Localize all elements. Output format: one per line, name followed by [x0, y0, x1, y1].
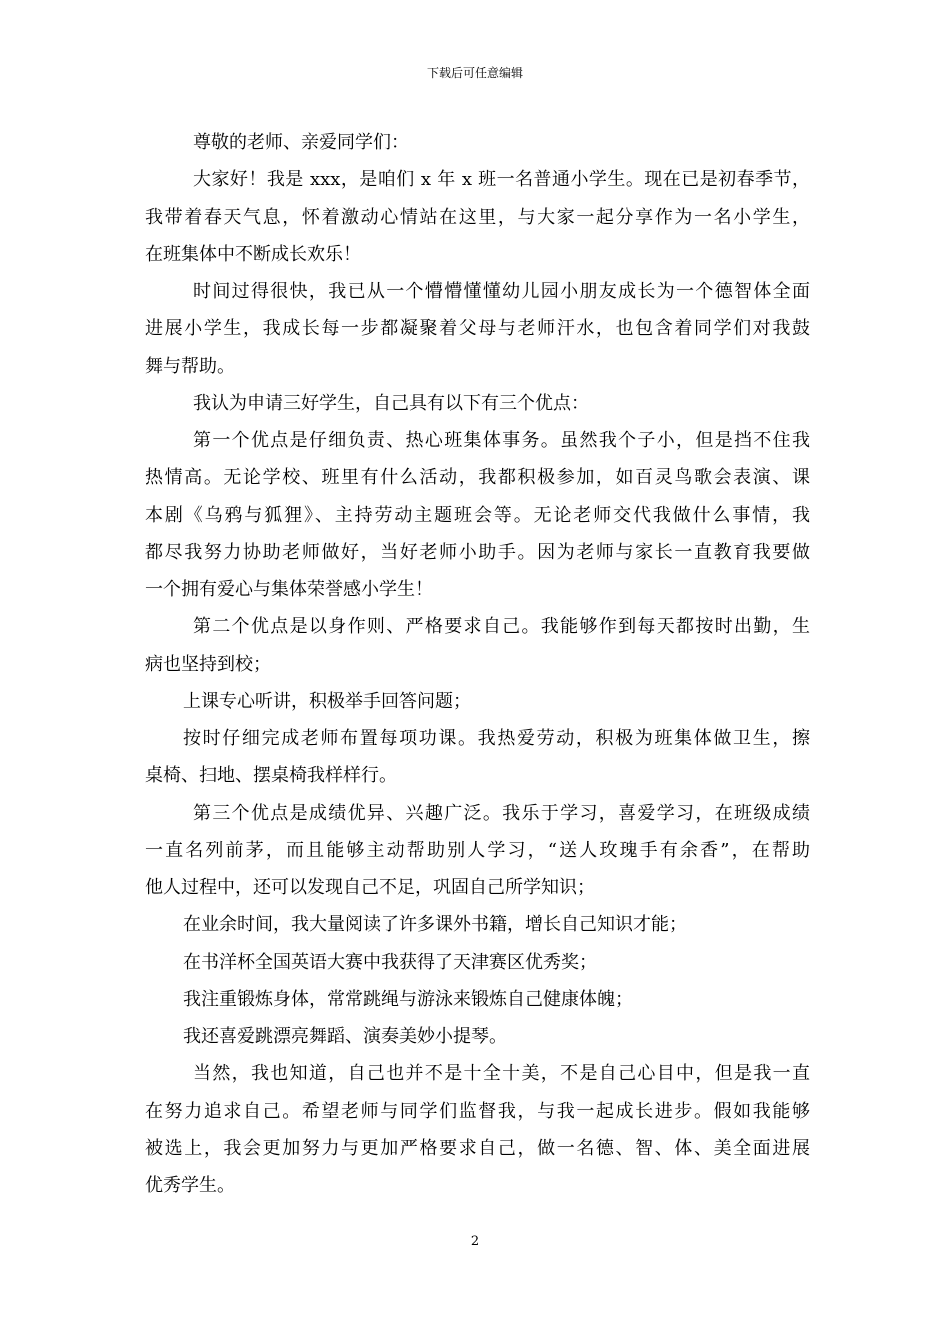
- text-line: 在书洋杯全国英语大赛中我获得了天津赛区优秀奖；: [183, 951, 597, 973]
- text-line: 上课专心听讲，积极举手回答问题；: [183, 690, 471, 712]
- text-line: 按时仔细完成老师布置每项功课。我热爱劳动，积极为班集体做卫生，擦: [183, 728, 810, 749]
- text-line: 大家好！我是 xxx，是咱们 x 年 x 班一名普通小学生。现在已是初春季节，: [193, 169, 810, 191]
- text-line: 在业余时间，我大量阅读了许多课外书籍，增长自己知识才能；: [183, 914, 687, 936]
- text-line: 我认为申请三好学生，自己具有以下有三个优点：: [193, 392, 589, 414]
- salutation-line: 尊敬的老师、亲爱同学们：: [193, 132, 409, 153]
- text-line: 一个拥有爱心与集体荣誉感小学生！: [145, 579, 433, 600]
- text-line: 本剧《乌鸦与狐狸》、主持劳动主题班会等。无论老师交代我做什么事情，我: [145, 504, 810, 526]
- text-line: 桌椅、扫地、摆桌椅我样样行。: [145, 765, 397, 787]
- text-line: 第二个优点是以身作则、严格要求自己。我能够作到每天都按时出勤，生: [193, 616, 810, 638]
- text-line: 我还喜爱跳漂亮舞蹈、演奏美妙小提琴。: [183, 1026, 507, 1047]
- text-line: 我带着春天气息，怀着激动心情站在这里，与大家一起分享作为一名小学生，: [145, 206, 810, 228]
- text-line: 优秀学生。: [145, 1175, 235, 1196]
- text-line: 我注重锻炼身体，常常跳绳与游泳来锻炼自己健康体魄；: [183, 988, 633, 1010]
- text-line: 热情高。无论学校、班里有什么活动，我都积极参加，如百灵鸟歌会表演、课: [145, 467, 810, 489]
- text-line: 他人过程中，还可以发现自己不足，巩固自己所学知识；: [145, 877, 595, 898]
- text-line: 舞与帮助。: [145, 355, 235, 377]
- page-number: 2: [470, 1234, 480, 1249]
- document-body: [145, 124, 810, 1204]
- text-line: 第一个优点是仔细负责、热心班集体事务。虽然我个子小，但是挡不住我: [193, 430, 810, 451]
- text-line: 一直名列前茅，而且能够主动帮助别人学习，“送人玫瑰手有余香”，在帮助: [145, 839, 810, 861]
- text-line: 时间过得很快，我已从一个懵懵懂懂幼儿园小朋友成长为一个德智体全面: [193, 281, 810, 302]
- text-line: 被选上，我会更加努力与更加严格要求自己，做一名德、智、体、美全面进展: [145, 1137, 810, 1159]
- text-line: 第三个优点是成绩优异、兴趣广泛。我乐于学习，喜爱学习，在班级成绩: [193, 802, 810, 824]
- text-line: 病也坚持到校；: [145, 653, 271, 675]
- text-line: 都尽我努力协助老师做好，当好老师小助手。因为老师与家长一直教育我要做: [145, 541, 810, 563]
- text-line: 在班集体中不断成长欢乐！: [145, 243, 361, 265]
- text-line: 当然，我也知道，自己也并不是十全十美，不是自己心目中，但是我一直: [193, 1063, 810, 1085]
- page-header: 下载后可任意编辑: [426, 66, 523, 80]
- text-line: 在努力追求自己。希望老师与同学们监督我，与我一起成长进步。假如我能够: [145, 1100, 810, 1122]
- text-line: 进展小学生，我成长每一步都凝聚着父母与老师汗水，也包含着同学们对我鼓: [145, 318, 810, 340]
